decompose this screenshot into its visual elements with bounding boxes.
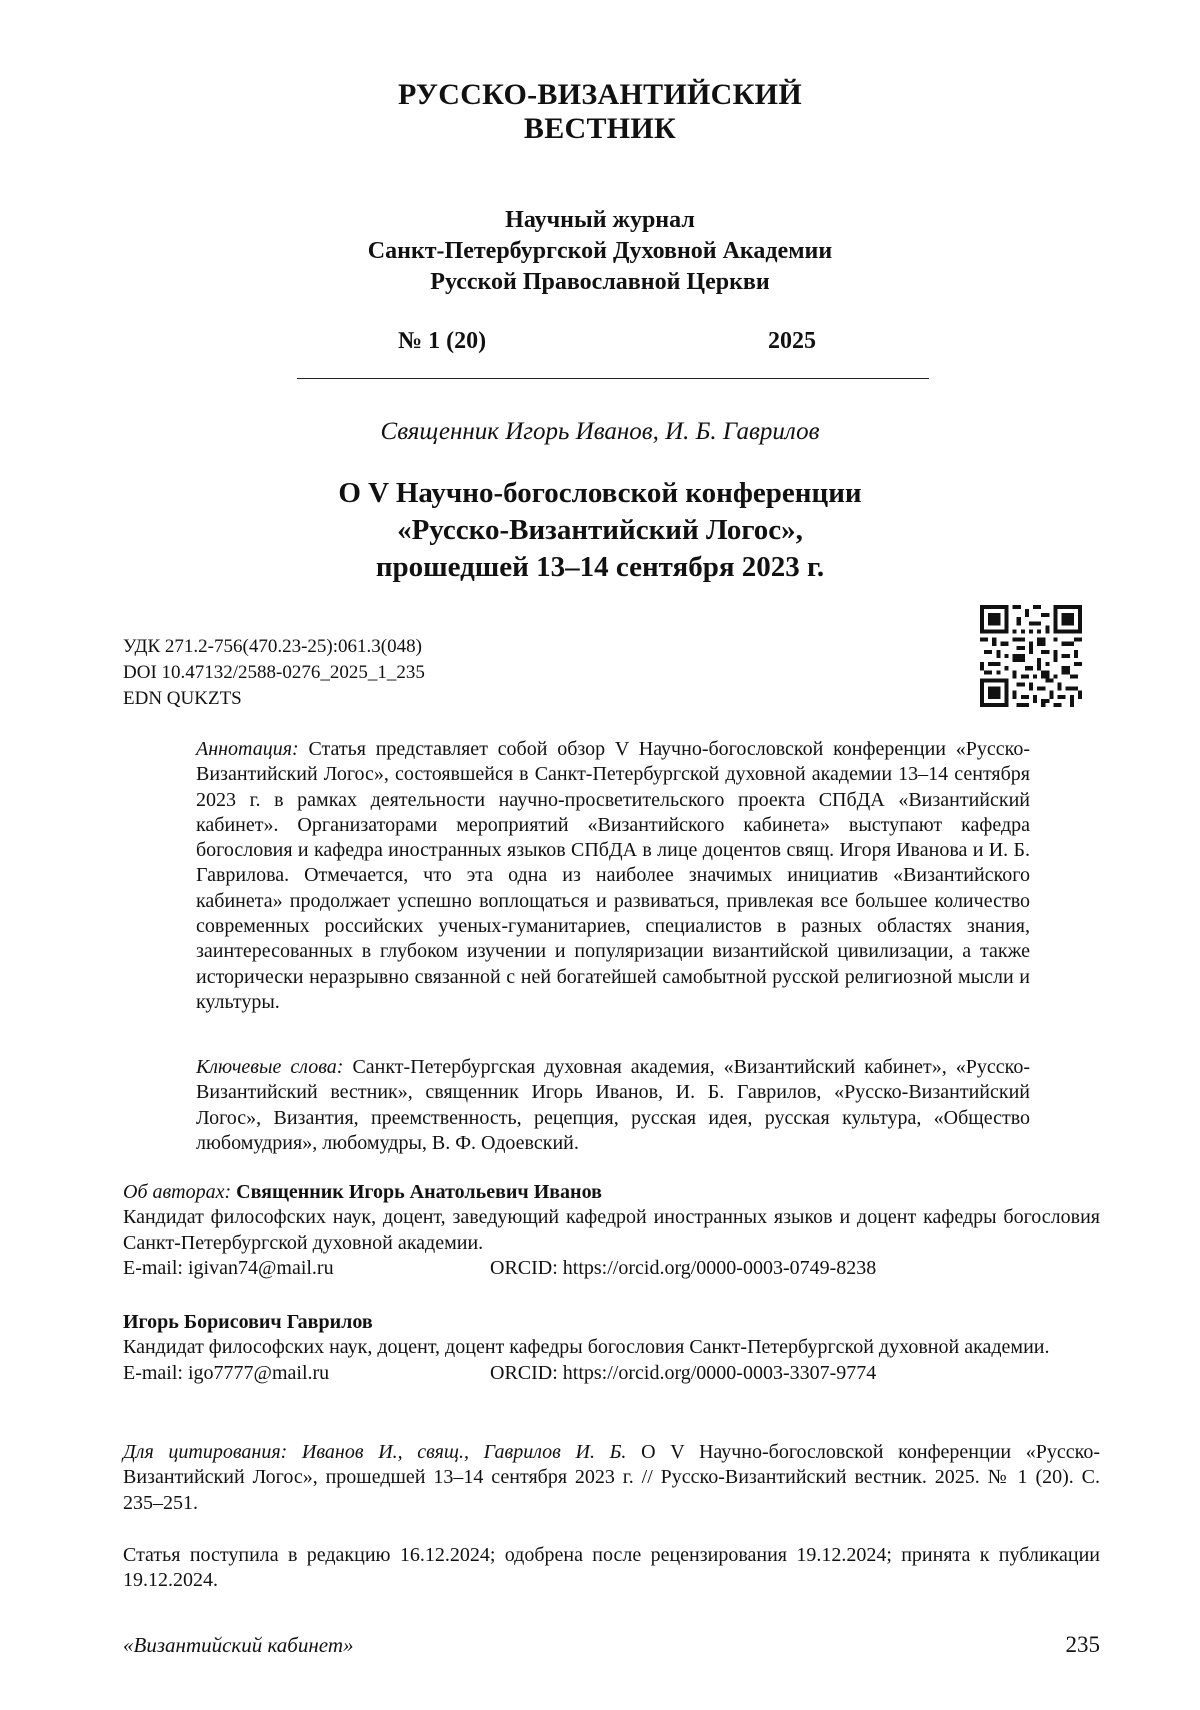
journal-sub-line3: Русской Православной Церкви — [430, 269, 770, 295]
abstract-text: Статья представляет собой обзор V Научно-богословской конференции «Русско-Византийский Логос», состоявшейся в Санкт-Петербургской духовной академии 13–14 сентября 2023 г. в рамках деятельности научно-просветительского проекта СПбДА «Византийский кабинет». Организаторами мероприятий «Византийского кабинета» выступают кафедра богословия и кафедра иностранных языков СПбДА в лице доцентов свящ. Игоря Иванова и И. Б. Гаврилова. Отмечается, что эта одна из наиболее значимых инициатив «Византийского кабинета» продолжает успешно воплощаться и развиваться, привлекая все большее количество современных российских ученых-гуманитариев, специалистов в разных областях знания, заинтересованных в глубоком изучении и популяризации византийской цивилизации, а также исторически неразрывно связанной с ней богатейшей самобытной русской религиозной мысли и культуры. — [196, 738, 1030, 1013]
author1-email[interactable]: E-mail: igivan74@mail.ru — [123, 1256, 334, 1279]
author2-description: Кандидат философских наук, доцент, доцент кафедры богословия Санкт-Петербургской духовной академии. — [123, 1336, 1050, 1359]
journal-title-line2: ВЕСТНИК — [523, 112, 677, 145]
footer-section: «Византийский кабинет» — [123, 1633, 354, 1657]
about-author-2 — [123, 1310, 1100, 1387]
author2-orcid[interactable]: ORCID: https://orcid.org/0000-0003-3307-9774 — [490, 1361, 877, 1384]
citation-label: Для цитирования: Иванов И., свящ., Гаврилов И. Б. — [123, 1441, 627, 1463]
author2-email[interactable]: E-mail: igo7777@mail.ru — [123, 1361, 330, 1384]
keywords — [196, 1055, 1030, 1156]
journal-sub-line1: Научный журнал — [505, 207, 695, 233]
header-divider — [297, 378, 929, 379]
author1-orcid[interactable]: ORCID: https://orcid.org/0000-0003-0749-8238 — [490, 1256, 877, 1279]
article-title-line1: О V Научно-богословской конференции — [338, 477, 862, 509]
journal-subtitle — [0, 205, 1200, 298]
abstract-label: Аннотация: — [196, 738, 299, 760]
journal-title-line1: РУССКО-ВИЗАНТИЙСКИЙ — [398, 78, 802, 111]
article-title-line2: «Русско-Византийский Логос», — [397, 514, 803, 546]
edn: EDN QUKZTS — [123, 688, 242, 709]
author2-name: Игорь Борисович Гаврилов — [123, 1311, 373, 1333]
abstract — [196, 737, 1030, 1015]
qr-code-icon — [980, 605, 1082, 707]
journal-sub-line2: Санкт-Петербургской Духовной Академии — [367, 238, 833, 264]
doi: DOI 10.47132/2588-0276_2025_1_235 — [123, 662, 425, 683]
keywords-label: Ключевые слова: — [196, 1056, 344, 1078]
article-identifiers — [123, 634, 425, 712]
about-author-1 — [123, 1180, 1100, 1282]
udk: УДК 271.2-756(470.23-25):061.3(048) — [123, 636, 422, 657]
article-title-line3: прошедшей 13–14 сентября 2023 г. — [375, 551, 825, 583]
article-authors: Священник Игорь Иванов, И. Б. Гаврилов — [380, 418, 820, 445]
page-number: 235 — [1065, 1632, 1100, 1657]
citation-text: О V Научно-богословской конференции «Русско-Византийский Логос», прошедшей 13–14 сентября 2023 г. // Русско-Византийский вестник. 2025. № 1 (20). С. 235–251. — [123, 1441, 1101, 1514]
keywords-text: Санкт-Петербургская духовная академия, «Византийский кабинет», «Русско-Византийский вестник», священник Игорь Иванов, И. Б. Гаврилов, «Русско-Византийский Логос», Византия, преемственность, рецепция, русская идея, русская культура, «Общество любомудрия», любомудры, В. Ф. Одоевский. — [196, 1056, 1030, 1154]
issue-year: 2025 — [768, 328, 816, 354]
issue-number: № 1 (20) — [398, 328, 487, 354]
article-title — [0, 475, 1200, 586]
citation — [123, 1440, 1100, 1516]
author1-name: Священник Игорь Анатольевич Иванов — [236, 1181, 602, 1203]
about-label: Об авторах: — [123, 1181, 232, 1203]
journal-title — [0, 78, 1200, 146]
author1-description: Кандидат философских наук, доцент, заведующий кафедрой иностранных языков и доцент кафедры богословия Санкт-Петербургской духовной академии. — [123, 1206, 1100, 1254]
received-dates: Статья поступила в редакцию 16.12.2024; одобрена после рецензирования 19.12.2024; принята к публикации 19.12.2024. — [123, 1544, 1100, 1592]
